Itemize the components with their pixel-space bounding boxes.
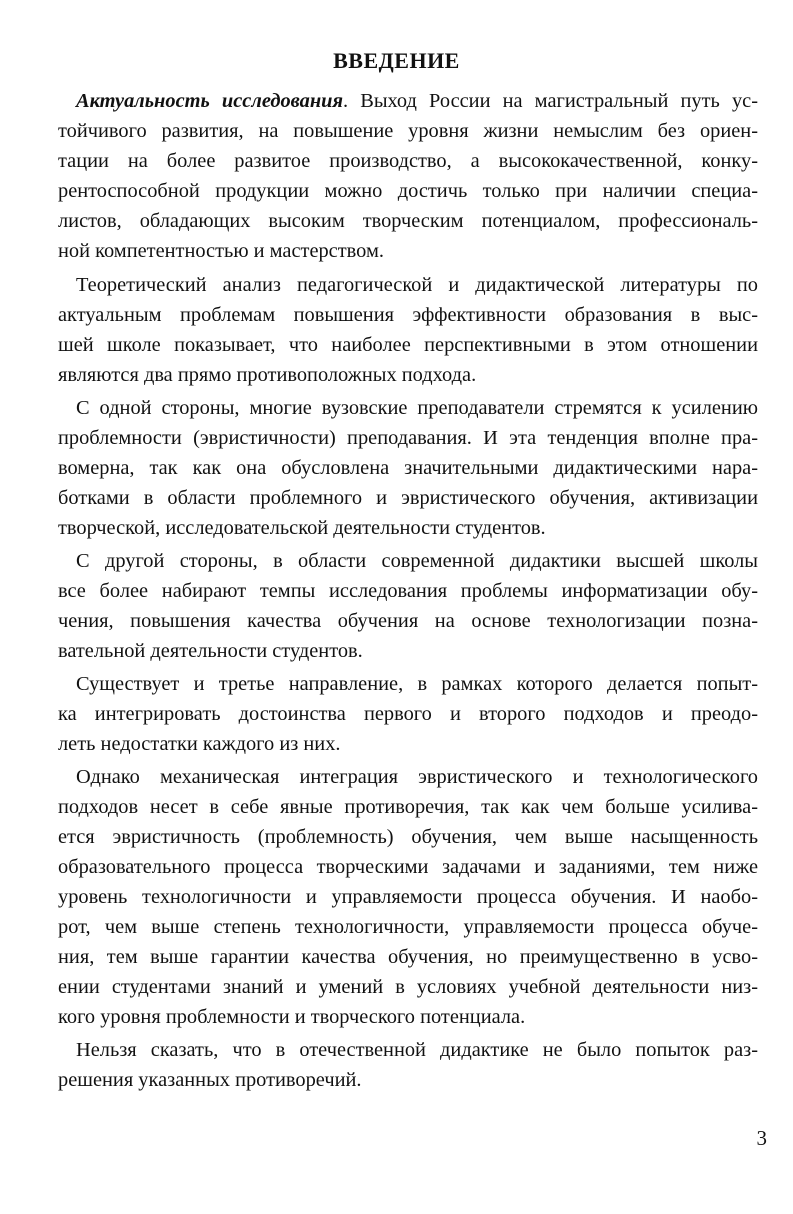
paragraph-line: актуальным проблемам повышения эффективности образования в выс- (58, 304, 758, 326)
lead-rest: . Выход России на магистральный путь ус- (343, 90, 758, 112)
paragraph-line: проблемности (эвристичности) преподавания. И эта тенденция вполне пра- (58, 427, 758, 449)
paragraph-line: С другой стороны, в области современной дидактики высшей школы (76, 550, 758, 572)
paragraph-line: шей школе показывает, что наиболее перспективными в этом отношении (58, 334, 758, 356)
paragraph-line: Существует и третье направление, в рамках которого делается попыт- (76, 673, 758, 695)
paragraph-line: ботками в области проблемного и эвристического обучения, активизации (58, 487, 758, 509)
page-number: 3 (756, 1126, 767, 1150)
paragraph-line: рот, чем выше степень технологичности, управляемости процесса обуче- (58, 916, 758, 938)
paragraph-line: творческой, исследовательской деятельности студентов. (58, 517, 546, 539)
paragraph-line: кого уровня проблемности и творческого потенциала. (58, 1006, 526, 1028)
paragraph-line: вательной деятельности студентов. (58, 640, 363, 662)
paragraph-line: Однако механическая интеграция эвристического и технологического (76, 766, 758, 788)
paragraph-line: С одной стороны, многие вузовские преподаватели стремятся к усилению (76, 397, 758, 419)
paragraph-line: ния, тем выше гарантии качества обучения, но преимущественно в усво- (58, 946, 758, 968)
paragraph-line: ении студентами знаний и умений в условиях учебной деятельности низ- (58, 976, 758, 998)
paragraph-line: вомерна, так как она обусловлена значительными дидактическими нара- (58, 457, 758, 479)
paragraph-line: уровень технологичности и управляемости процесса обучения. И наобо- (58, 886, 758, 908)
paragraph-line: рентоспособной продукции можно достичь только при наличии специа- (58, 180, 758, 202)
paragraph-line: тации на более развитое производство, а высококачественной, конку- (58, 150, 758, 172)
lead-label: Актуальность исследования (76, 90, 343, 112)
paragraph-line: являются два прямо противоположных подхода. (58, 364, 477, 386)
paragraph-line: все более набирают темпы исследования проблемы информатизации обу- (58, 580, 758, 602)
paragraph-line: тойчивого развития, на повышение уровня жизни немыслим без ориен- (58, 120, 758, 142)
paragraph-line: Нельзя сказать, что в отечественной дидактике не было попыток раз- (76, 1039, 758, 1061)
paragraph-line: ной компетентностью и мастерством. (58, 240, 384, 262)
paragraph-line: ется эвристичность (проблемность) обучения, чем выше насыщенность (58, 826, 758, 848)
page-title: ВВЕДЕНИЕ (333, 48, 460, 73)
paragraph-line: леть недостатки каждого из них. (58, 733, 341, 755)
paragraph-line: чения, повышения качества обучения на основе технологизации позна- (58, 610, 758, 632)
paragraph-line: решения указанных противоречий. (58, 1069, 362, 1091)
paragraph-line: Теоретический анализ педагогической и дидактической литературы по (76, 274, 758, 296)
paragraph-line: ка интегрировать достоинства первого и второго подходов и преодо- (58, 703, 758, 725)
paragraph-line: подходов несет в себе явные противоречия, так как чем больше усилива- (58, 796, 758, 818)
paragraph-line: образовательного процесса творческими задачами и заданиями, тем ниже (58, 856, 758, 878)
paragraph-line (76, 86, 758, 116)
paragraph-line: листов, обладающих высоким творческим потенциалом, профессиональ- (58, 210, 758, 232)
